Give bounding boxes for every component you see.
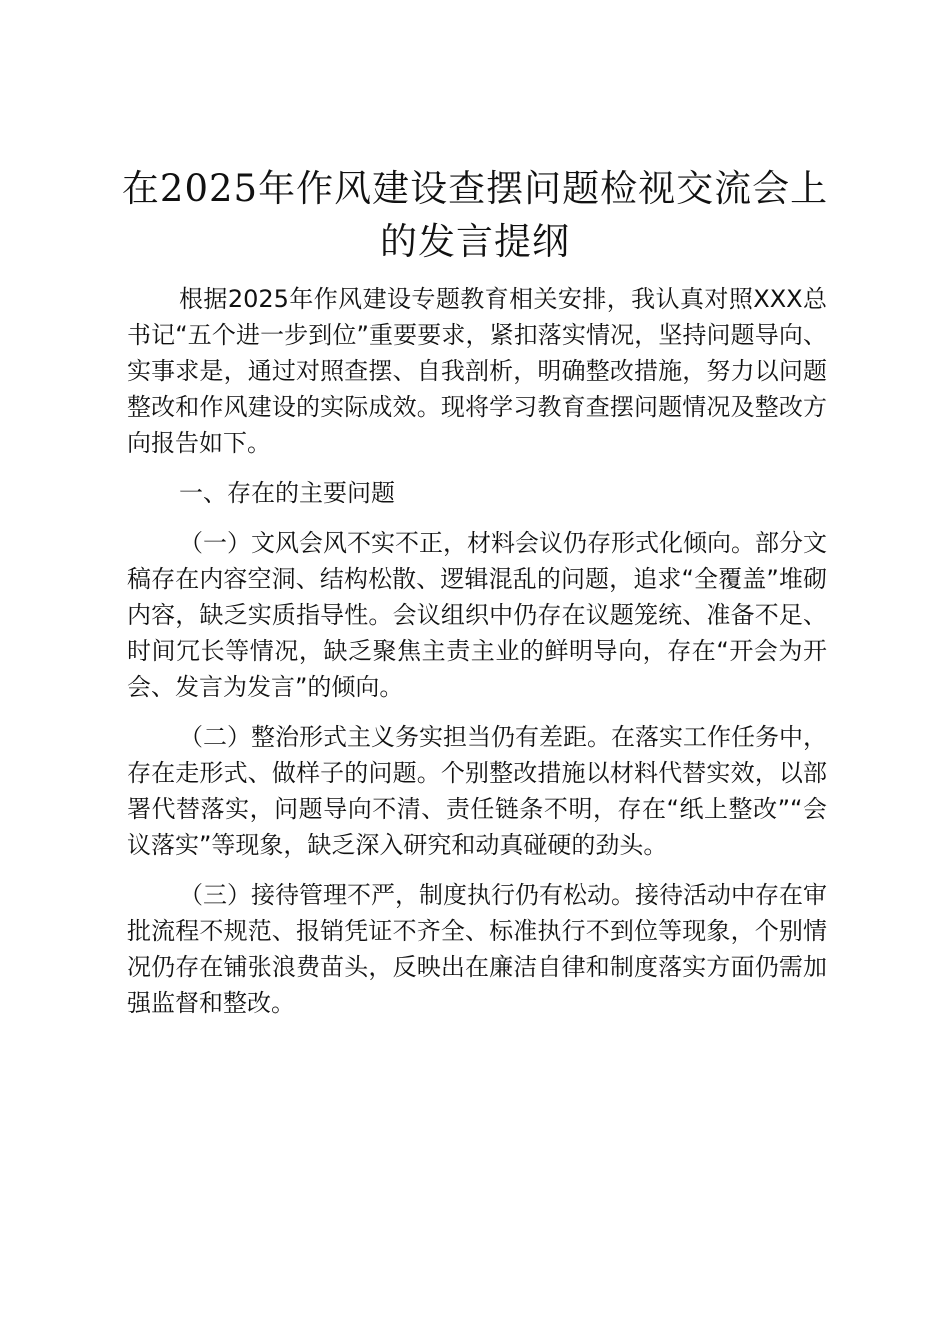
issue-paragraph-2: （二）整治形式主义务实担当仍有差距。在落实工作任务中，存在走形式、做样子的问题。个别整改措施以材料代替实效，以部署代替落实，问题导向不清、责任链条不明，存在“纸上整改”“会议落实”等现象，缺乏深入研究和动真碰硬的劲头。 [127,723,827,859]
document-title: 在2025年作风建设查摆问题检视交流会上的发言提纲 [121,167,829,263]
section-heading: 一、存在的主要问题 [179,479,395,507]
intro-paragraph: 根据2025年作风建设专题教育相关安排，我认真对照XXX总书记“五个进一步到位”重要要求，紧扣落实情况，坚持问题导向、实事求是，通过对照查摆、自我剖析，明确整改措施，努力以问题整改和作风建设的实际成效。现将学习教育查摆问题情况及整改方向报告如下。 [127,285,827,457]
document-body [127,281,827,1021]
issue-paragraph-3: （三）接待管理不严，制度执行仍有松动。接待活动中存在审批流程不规范、报销凭证不齐全、标准执行不到位等现象，个别情况仍存在铺张浪费苗头，反映出在廉洁自律和制度落实方面仍需加强监督和整改。 [127,881,827,1017]
issue-paragraph-1: （一）文风会风不实不正，材料会议仍存形式化倾向。部分文稿存在内容空洞、结构松散、逻辑混乱的问题，追求“全覆盖”堆砌内容，缺乏实质指导性。会议组织中仍存在议题笼统、准备不足、时间冗长等情况，缺乏聚焦主责主业的鲜明导向，存在“开会为开会、发言为发言”的倾向。 [127,529,827,701]
